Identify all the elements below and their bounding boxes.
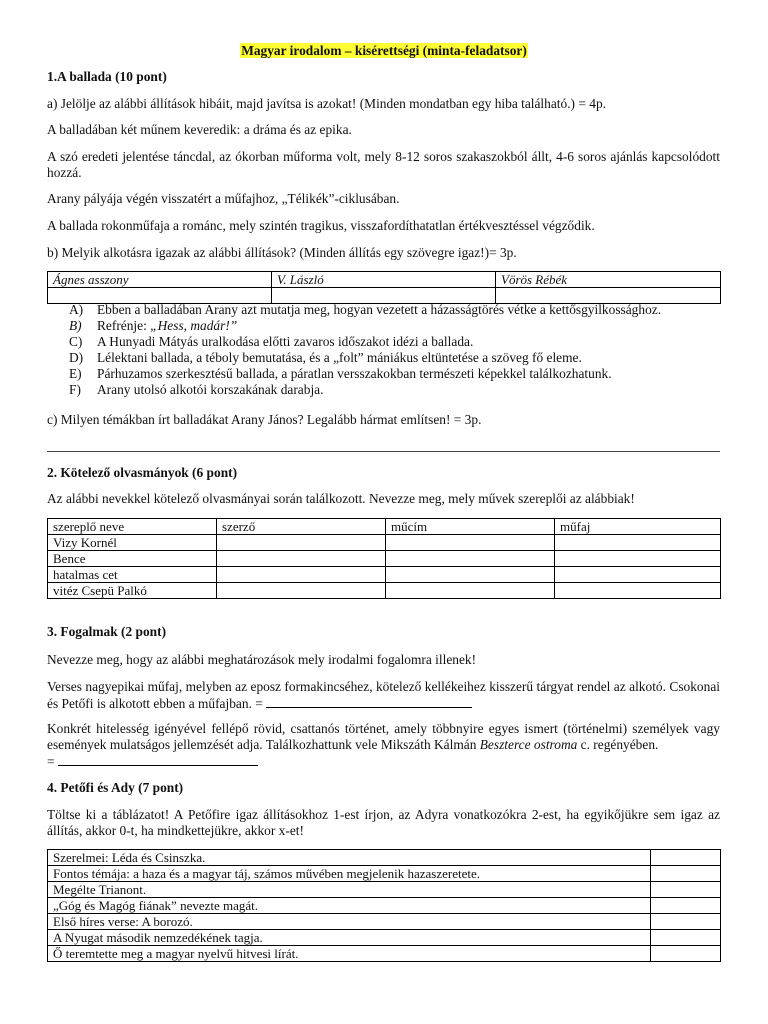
table-row bbox=[48, 866, 721, 882]
character-name: hatalmas cet bbox=[48, 567, 217, 583]
readings-table bbox=[47, 518, 721, 599]
table-row bbox=[48, 882, 721, 898]
claim-text: Szerelmei: Léda és Csinszka. bbox=[48, 850, 651, 866]
author-cell[interactable] bbox=[217, 583, 386, 599]
document-title: Magyar irodalom – kisérettségi (minta-feladatsor) bbox=[241, 43, 527, 58]
col-voros-rebek: Vörös Rébék bbox=[496, 272, 721, 288]
header-character: szereplő neve bbox=[48, 519, 217, 535]
statement-2: A szó eredeti jelentése táncdal, az ókorban műforma volt, mely 8-12 soros szakaszokból állt, 4-6 soros ajánlás kapcsolódott hozzá. bbox=[47, 149, 720, 180]
section-2-heading: 2. Kötelező olvasmányok (6 pont) bbox=[47, 465, 238, 480]
equals-sign: = bbox=[47, 754, 55, 769]
option-e bbox=[69, 366, 729, 382]
option-f bbox=[69, 382, 729, 398]
genre-cell[interactable] bbox=[555, 551, 721, 567]
section-3-heading: 3. Fogalmak (2 pont) bbox=[47, 624, 167, 639]
statement-1: A balladában két műnem keveredik: a dráma és az epika. bbox=[47, 122, 352, 137]
definition-2-text: Konkrét hitelesség igényével fellépő rövid, csattanós történet, amely többnyire egyes ismert (történelmi) személyek vagy események mulatságos jellemzését adja. Találkozhattunk vele Mikszáth Kálmán bbox=[47, 721, 720, 752]
header-author: szerző bbox=[217, 519, 386, 535]
col-v-laszlo: V. László bbox=[272, 272, 496, 288]
title-cell[interactable] bbox=[386, 567, 555, 583]
col-agnes-asszony: Ágnes asszony bbox=[48, 272, 272, 288]
table-row bbox=[48, 914, 721, 930]
option-text: Párhuzamos szerkesztésű ballada, a páratlan versszakokban természeti képekkel találkozhatunk. bbox=[97, 366, 612, 381]
option-marker: E) bbox=[69, 366, 82, 381]
answer-cell[interactable] bbox=[651, 946, 721, 962]
title-wrap bbox=[0, 42, 768, 60]
answer-cell[interactable] bbox=[651, 914, 721, 930]
definition-2-tail: c. regényében. bbox=[577, 737, 659, 752]
header-genre: műfaj bbox=[555, 519, 721, 535]
character-name: vitéz Csepü Palkó bbox=[48, 583, 217, 599]
genre-cell[interactable] bbox=[555, 567, 721, 583]
claim-text: Megélte Trianont. bbox=[48, 882, 651, 898]
option-marker: C) bbox=[69, 334, 83, 349]
author-cell[interactable] bbox=[217, 567, 386, 583]
header-title: műcím bbox=[386, 519, 555, 535]
option-text: Lélektani ballada, a téboly bemutatása, és a „folt” mániákus eltüntetése a szöveg fő eleme. bbox=[97, 350, 582, 365]
option-marker: F) bbox=[69, 382, 81, 397]
table-row bbox=[48, 551, 721, 567]
claim-text: Első híres verse: A borozó. bbox=[48, 914, 651, 930]
definition-1-text: Verses nagyepikai műfaj, melyben az eposz formakincséhez, kötelező kellékeihez kisszerű tárgyat rendel az alkotó. Csokonai és Petőfi is alkotott ebben a műfajban. = bbox=[47, 679, 720, 711]
title-cell[interactable] bbox=[386, 583, 555, 599]
section-4-heading: 4. Petőfi és Ady (7 pont) bbox=[47, 780, 184, 795]
table-row bbox=[48, 898, 721, 914]
character-name: Bence bbox=[48, 551, 217, 567]
refrain-quote: „Hess, madár!” bbox=[150, 318, 238, 333]
table-row bbox=[48, 850, 721, 866]
answer-cell[interactable] bbox=[651, 882, 721, 898]
answer-blank-1[interactable] bbox=[266, 695, 472, 708]
option-marker: B) bbox=[69, 318, 82, 333]
claim-text: Fontos témája: a haza és a magyar táj, számos művében megjelenik hazaszeretete. bbox=[48, 866, 651, 882]
claim-text: Ő teremtette meg a magyar nyelvű hitvesi lírát. bbox=[48, 946, 651, 962]
option-a bbox=[69, 302, 729, 318]
claim-text: „Góg és Magóg fiának” nevezte magát. bbox=[48, 898, 651, 914]
table-row bbox=[48, 583, 721, 599]
petofi-ady-table bbox=[47, 849, 721, 962]
table-row bbox=[48, 535, 721, 551]
option-b bbox=[69, 318, 729, 334]
answer-cell[interactable] bbox=[651, 866, 721, 882]
readings-header-row bbox=[48, 519, 721, 535]
table-row bbox=[48, 930, 721, 946]
definition-2 bbox=[47, 721, 720, 753]
genre-cell[interactable] bbox=[555, 535, 721, 551]
answer-line[interactable] bbox=[47, 451, 720, 452]
title-cell[interactable] bbox=[386, 551, 555, 567]
ballad-table bbox=[47, 271, 721, 304]
task-1b: b) Melyik alkotásra igazak az alábbi állítások? (Minden állítás egy szövegre igaz!)= 3p. bbox=[47, 245, 517, 260]
ballad-table-header bbox=[48, 272, 721, 288]
section-3-intro: Nevezze meg, hogy az alábbi meghatározások mely irodalmi fogalomra illenek! bbox=[47, 652, 477, 667]
definition-1 bbox=[47, 679, 720, 712]
option-text: Refrénje: bbox=[97, 318, 151, 333]
task-1c: c) Milyen témákban írt balladákat Arany János? Legalább hármat említsen! = 3p. bbox=[47, 412, 482, 427]
character-name: Vizy Kornél bbox=[48, 535, 217, 551]
table-row bbox=[48, 946, 721, 962]
table-row bbox=[48, 567, 721, 583]
option-text: Arany utolsó alkotói korszakának darabja. bbox=[97, 382, 324, 397]
answer-cell[interactable] bbox=[651, 930, 721, 946]
task-1a: a) Jelölje az alábbi állítások hibáit, majd javítsa is azokat! (Minden mondatban egy hiba található.) = 4p. bbox=[47, 96, 607, 111]
genre-cell[interactable] bbox=[555, 583, 721, 599]
option-text: Ebben a balladában Arany azt mutatja meg, hogyan vezetett a házasságtörés vétke a kettősgyilkossághoz. bbox=[97, 302, 662, 317]
statement-3: Arany pályája végén visszatért a műfajhoz, „Télikék”-ciklusában. bbox=[47, 191, 400, 206]
section-2-intro: Az alábbi nevekkel kötelező olvasmányai során találkozott. Nevezze meg, mely művek szereplői az alábbiak! bbox=[47, 491, 635, 506]
title-cell[interactable] bbox=[386, 535, 555, 551]
option-d bbox=[69, 350, 729, 366]
option-marker: D) bbox=[69, 350, 84, 365]
section-4-intro: Töltse ki a táblázatot! A Petőfire igaz állításokhoz 1-est írjon, az Adyra vonatkozókra 2-est, ha egyikőjükre sem igaz az állítás, akkor 0-t, ha mindkettejükre, akkor x-et! bbox=[47, 807, 720, 838]
definition-2-answer bbox=[47, 753, 720, 770]
option-c bbox=[69, 334, 729, 350]
option-text: A Hunyadi Mátyás uralkodása előtti zavaros időszakot idézi a ballada. bbox=[97, 334, 474, 349]
claim-text: A Nyugat második nemzedékének tagja. bbox=[48, 930, 651, 946]
author-cell[interactable] bbox=[217, 551, 386, 567]
statement-options-list bbox=[69, 302, 729, 398]
statement-4: A ballada rokonműfaja a románc, mely szintén tragikus, visszafordíthatatlan értékvesztéssel végződik. bbox=[47, 218, 595, 233]
section-1-heading: 1.A ballada (10 pont) bbox=[47, 69, 167, 84]
answer-blank-2[interactable] bbox=[58, 753, 258, 766]
option-marker: A) bbox=[69, 302, 84, 317]
answer-cell[interactable] bbox=[651, 898, 721, 914]
definition-2-work: Beszterce ostroma bbox=[479, 737, 578, 752]
answer-cell[interactable] bbox=[651, 850, 721, 866]
author-cell[interactable] bbox=[217, 535, 386, 551]
